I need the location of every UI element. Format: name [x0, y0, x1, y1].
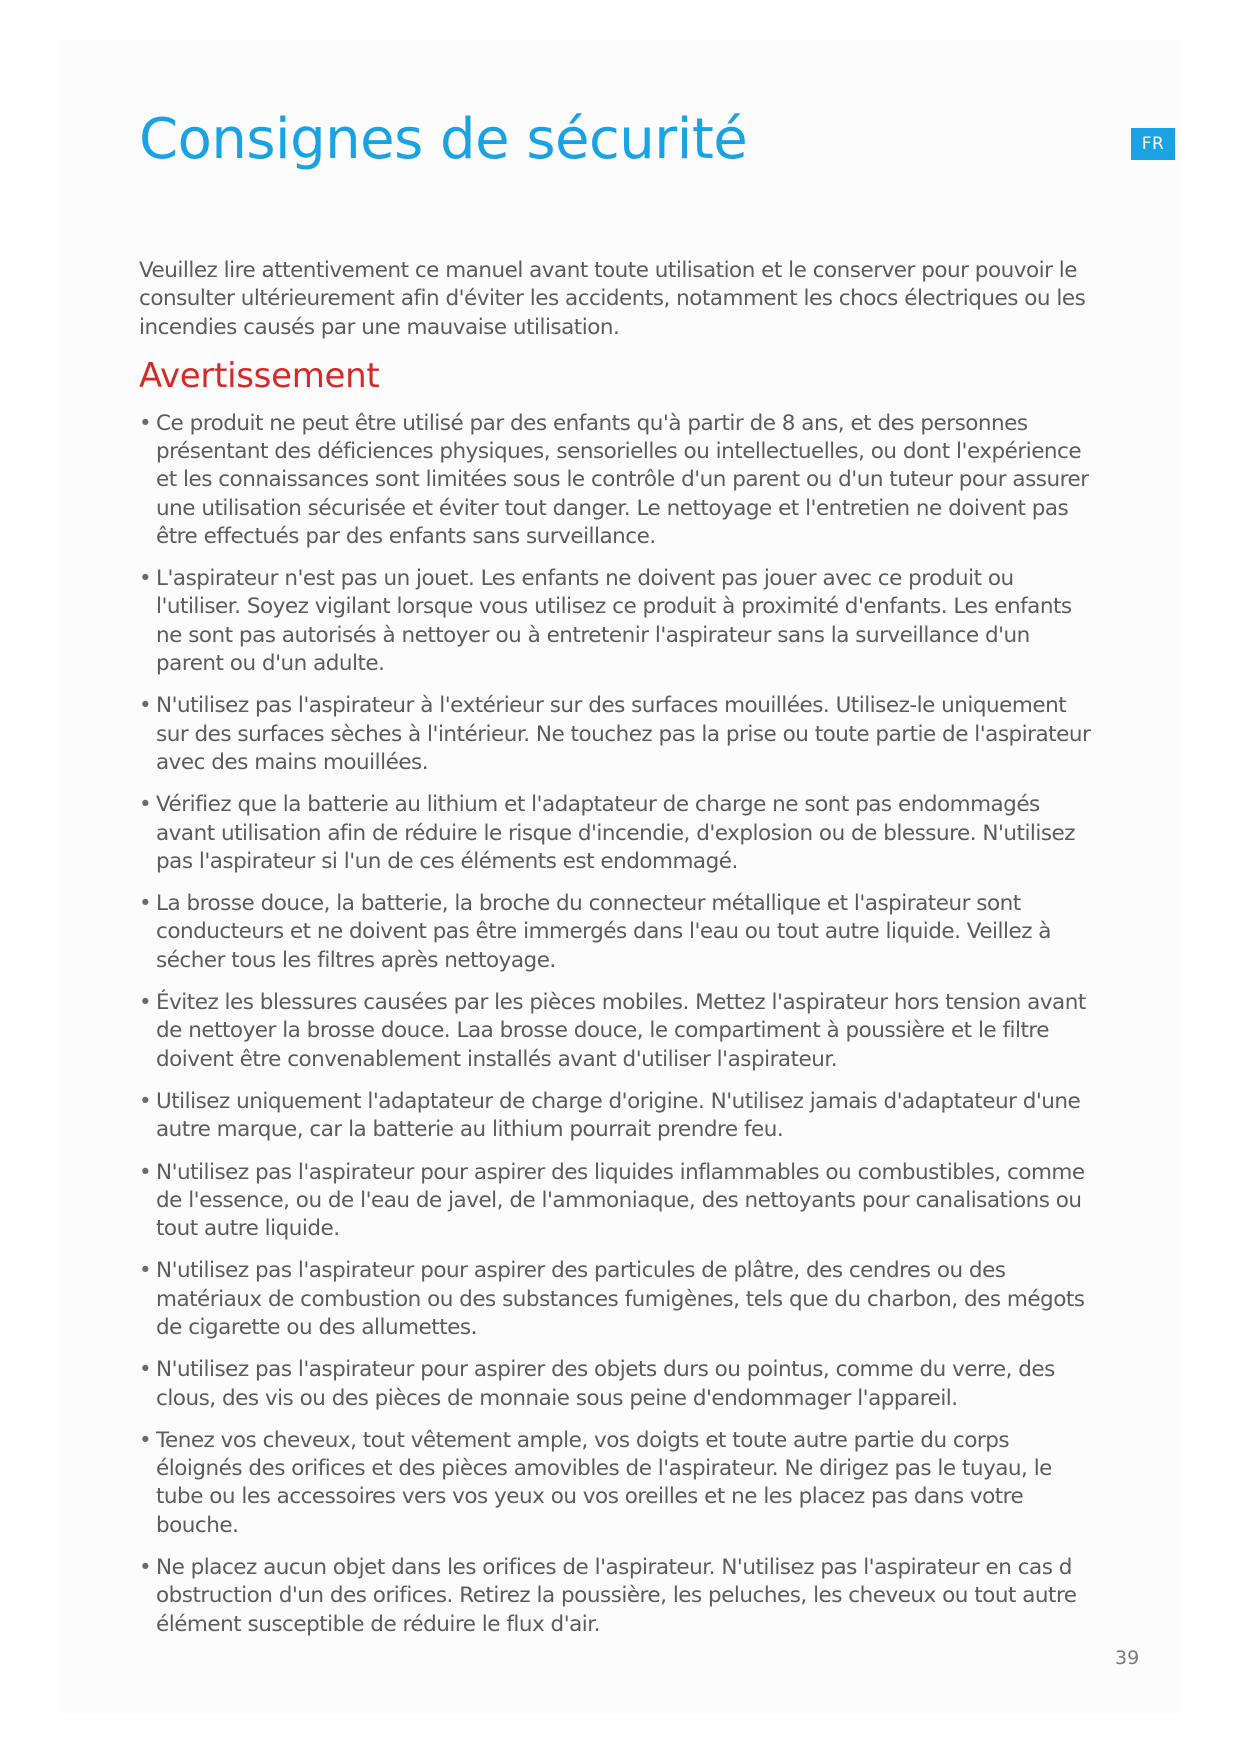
warning-item-text: N'utilisez pas l'aspirateur pour aspirer des particules de plâtre, des cendres ou des matériaux de combustion ou des substances fumigènes, tels que du charbon, des mégots de cigarette ou des allumettes. [156, 1258, 1085, 1340]
bullet-icon: • [139, 1258, 152, 1284]
warning-item [139, 890, 1094, 975]
bullet-icon: • [139, 891, 152, 917]
warning-list [139, 410, 1094, 1639]
warning-item-text: Tenez vos cheveux, tout vêtement ample, vos doigts et toute autre partie du corps éloignés des orifices et des pièces amovibles de l'aspirateur. Ne dirigez pas le tuyau, le tube ou les accessoires vers vos yeux ou vos oreilles et ne les placez pas dans votre bouche. [156, 1427, 1052, 1538]
warning-item [139, 989, 1094, 1074]
intro-paragraph: Veuillez lire attentivement ce manuel avant toute utilisation et le conserver pour pouvoir le consulter ultérieurement afin d'éviter les accidents, notamment les chocs électriques ou les incendies causés par une mauvaise utilisation. [139, 258, 1086, 340]
bullet-icon: • [139, 693, 152, 719]
warning-item [139, 565, 1094, 678]
bullet-icon: • [139, 1159, 152, 1185]
bullet-icon: • [139, 566, 152, 592]
warning-item [139, 791, 1094, 876]
bullet-icon: • [139, 1427, 152, 1453]
warning-item [139, 692, 1094, 777]
warning-item-text: La brosse douce, la batterie, la broche du connecteur métallique et l'aspirateur sont conducteurs et ne doivent pas être immergés dans l'eau ou tout autre liquide. Veillez à sécher tous les filtres après nettoyage. [156, 891, 1051, 973]
warning-item-text: Ce produit ne peut être utilisé par des enfants qu'à partir de 8 ans, et des personnes présentant des déficiences physiques, sensorielles ou intellectuelles, ou dont l'expérience et les connaissances sont limitées sous le contrôle d'un parent ou d'un tuteur pour assurer une utilisation sécurisée et éviter tout danger. Le nettoyage et l'entretien ne doivent pas être effectués par des enfants sans surveillance. [156, 410, 1089, 549]
warning-item [139, 1427, 1094, 1540]
warning-item-text: N'utilisez pas l'aspirateur pour aspirer des objets durs ou pointus, comme du verre, des clous, des vis ou des pièces de monnaie sous peine d'endommager l'appareil. [156, 1357, 1055, 1411]
warning-section-title: Avertissement [139, 355, 380, 396]
warning-item-text: Ne placez aucun objet dans les orifices de l'aspirateur. N'utilisez pas l'aspirateur en cas d obstruction d'un des orifices. Retirez la poussière, les peluches, les cheveux ou tout autre élément susceptible de réduire le flux d'air. [156, 1555, 1077, 1637]
warning-item [139, 1356, 1094, 1413]
warning-item [139, 410, 1094, 551]
warning-item-text: L'aspirateur n'est pas un jouet. Les enfants ne doivent pas jouer avec ce produit ou l'utiliser. Soyez vigilant lorsque vous utilisez ce produit à proximité d'enfants. Les enfants ne sont pas autorisés à nettoyer ou à entretenir l'aspirateur sans la surveillance d'un parent ou d'un adulte. [156, 566, 1072, 677]
warning-item [139, 1257, 1094, 1342]
bullet-icon: • [139, 792, 152, 818]
bullet-icon: • [139, 990, 152, 1016]
warning-item-text: N'utilisez pas l'aspirateur pour aspirer des liquides inflammables ou combustibles, comme de l'essence, ou de l'eau de javel, de l'ammoniaque, des nettoyants pour canalisations ou tout autre liquide. [156, 1159, 1085, 1242]
page-title: Consignes de sécurité [139, 107, 748, 172]
bullet-icon: • [139, 410, 152, 436]
content-area [139, 257, 1094, 1653]
warning-item [139, 1088, 1094, 1145]
bullet-icon: • [139, 1555, 152, 1581]
warning-item [139, 1554, 1094, 1639]
warning-item-text: Vérifiez que la batterie au lithium et l'adaptateur de charge ne sont pas endommagés avant utilisation afin de réduire le risque d'incendie, d'explosion ou de blessure. N'utilisez pas l'aspirateur si l'un de ces éléments est endommagé. [156, 792, 1076, 874]
bullet-icon: • [139, 1357, 152, 1383]
warning-item-text: Utilisez uniquement l'adaptateur de charge d'origine. N'utilisez jamais d'adaptateur d'une autre marque, car la batterie au lithium pourrait prendre feu. [156, 1088, 1081, 1143]
language-badge: FR [1131, 128, 1175, 160]
warning-item-text: N'utilisez pas l'aspirateur à l'extérieur sur des surfaces mouillées. Utilisez-le uniquement sur des surfaces sèches à l'intérieur. Ne touchez pas la prise ou toute partie de l'aspirateur avec des mains mouillées. [156, 693, 1091, 775]
bullet-icon: • [139, 1088, 152, 1114]
page-number: 39 [1115, 1647, 1140, 1669]
warning-item-text: Évitez les blessures causées par les pièces mobiles. Mettez l'aspirateur hors tension avant de nettoyer la brosse douce. Laa brosse douce, le compartiment à poussière et le filtre doivent être convenablement installés avant d'utiliser l'aspirateur. [156, 990, 1086, 1072]
warning-item [139, 1159, 1094, 1244]
